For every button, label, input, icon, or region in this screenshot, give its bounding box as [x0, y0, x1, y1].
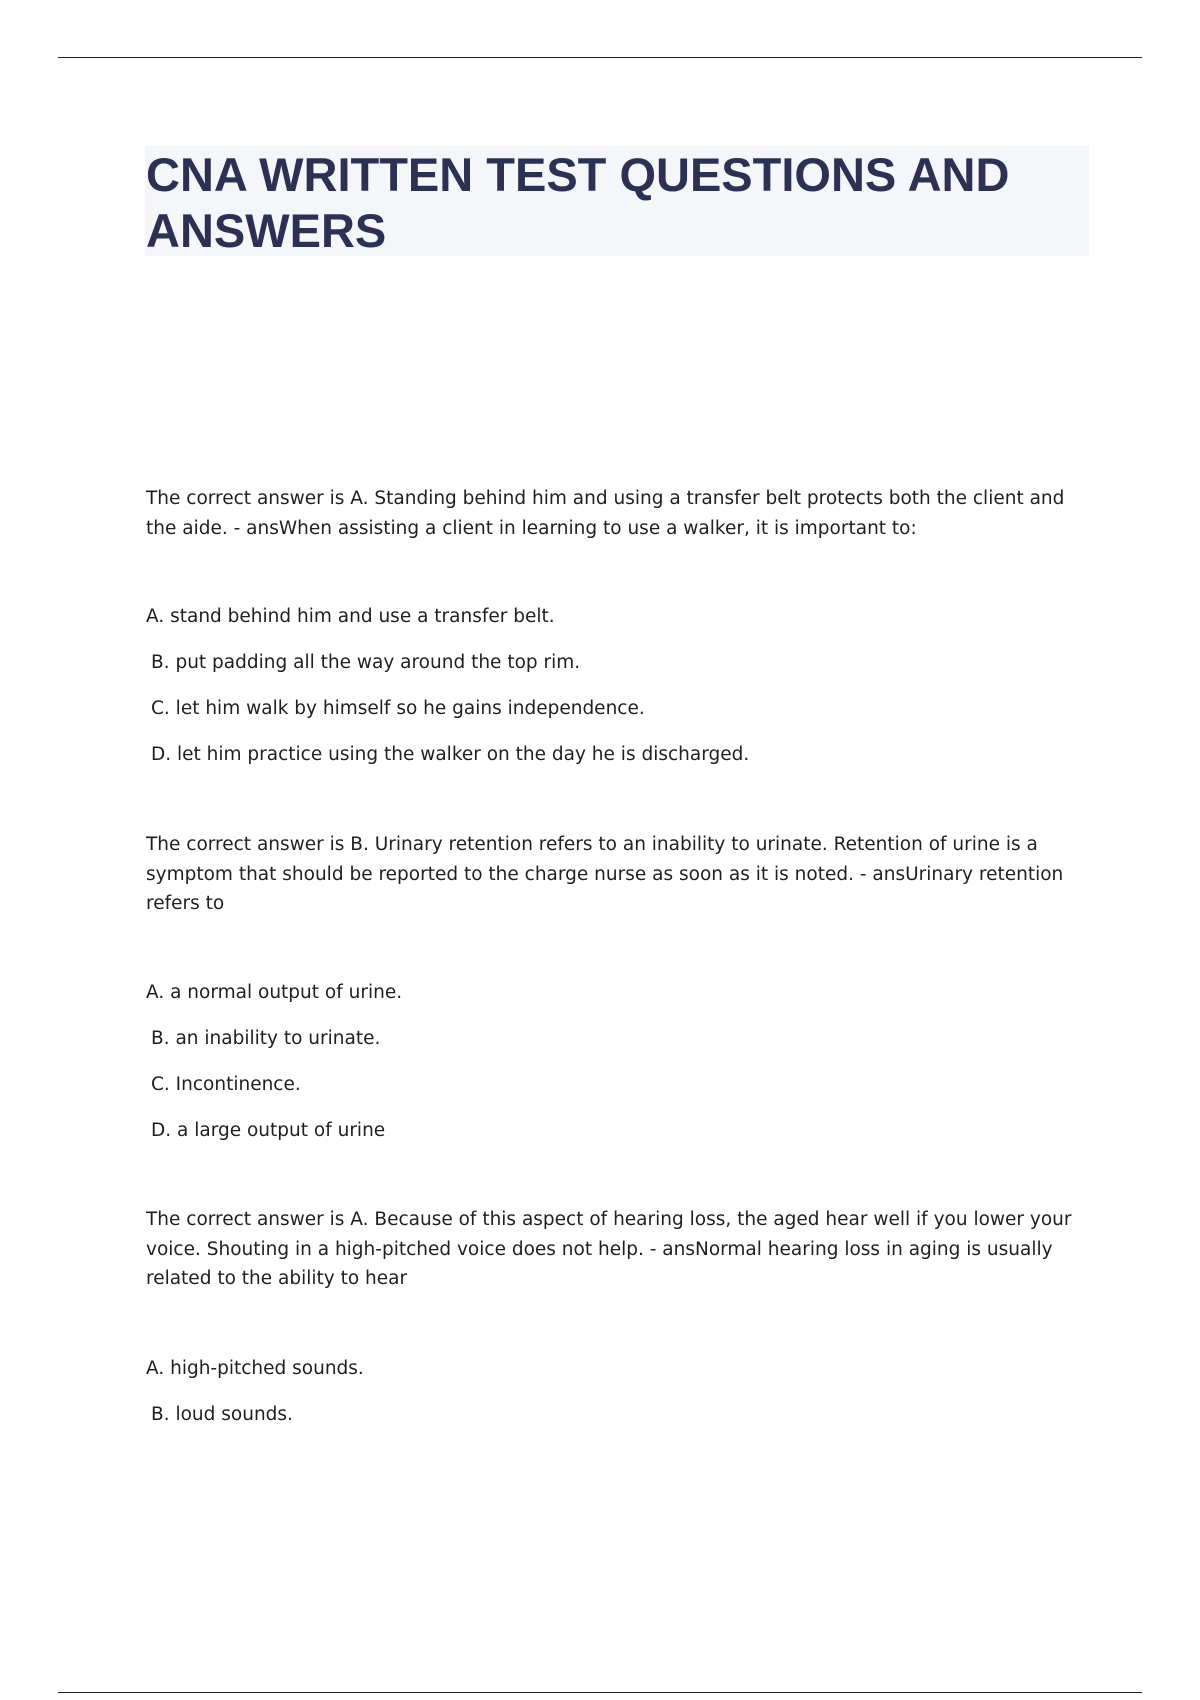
question-1-options [146, 605, 1094, 789]
question-2-options [146, 981, 1094, 1165]
question-1-option-b: B. put padding all the way around the top rim. [151, 652, 581, 673]
question-1 [146, 484, 1094, 543]
question-3-option-b: B. loud sounds. [151, 1404, 293, 1425]
question-2-option-a: A. a normal output of urine. [146, 982, 403, 1003]
header-rule [58, 57, 1142, 58]
question-3-options [146, 1357, 1094, 1449]
question-1-option-c: C. let him walk by himself so he gains independence. [151, 698, 645, 719]
question-1-text: The correct answer is A. Standing behind him and using a transfer belt protects both the client and the aide. - ansWhen assisting a client in learning to use a walker, it is important to: [146, 488, 1065, 539]
question-3-option-a: A. high-pitched sounds. [146, 1358, 364, 1379]
question-3 [146, 1205, 1094, 1294]
question-2-option-c: C. Incontinence. [151, 1074, 301, 1095]
question-1-option-a: A. stand behind him and use a transfer belt. [146, 606, 555, 627]
question-2-option-b: B. an inability to urinate. [151, 1028, 381, 1049]
footer-rule [58, 1692, 1142, 1693]
question-2 [146, 830, 1094, 919]
question-2-text: The correct answer is B. Urinary retention refers to an inability to urinate. Retention of urine is a symptom that should be reported to the charge nurse as soon as it is noted. - ansUrinary retention refers to [146, 834, 1064, 914]
document-title: CNA WRITTEN TEST QUESTIONS AND ANSWERS [146, 148, 1010, 257]
question-3-text: The correct answer is A. Because of this aspect of hearing loss, the aged hear well if you lower your voice. Shouting in a high-pitched voice does not help. - ansNormal hearing loss in aging is usually related to the ability to hear [146, 1209, 1072, 1289]
question-2-option-d: D. a large output of urine [151, 1120, 386, 1141]
question-1-option-d: D. let him practice using the walker on the day he is discharged. [151, 744, 750, 765]
